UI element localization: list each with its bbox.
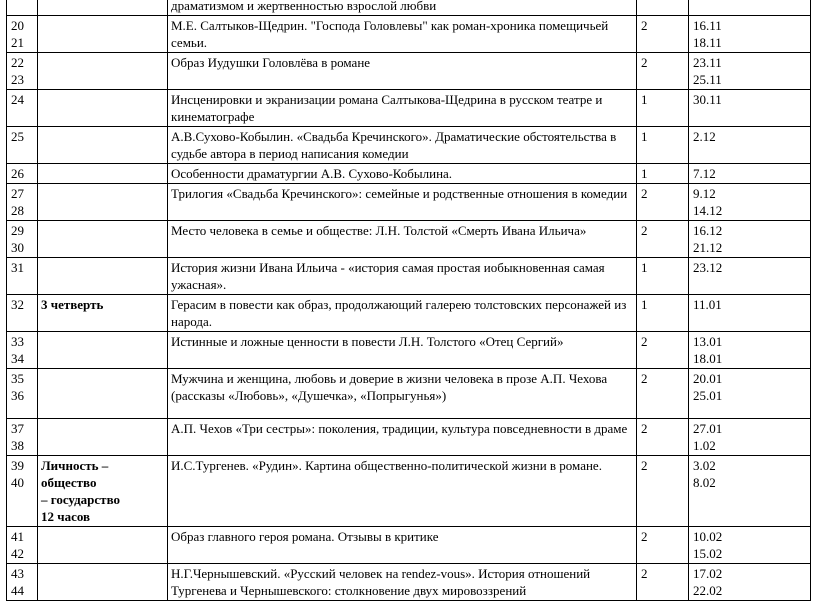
- lesson-date: 21.12: [693, 240, 723, 255]
- lesson-number-cell: [7, 164, 38, 184]
- section-cell: [38, 221, 168, 258]
- lesson-topic: Образ главного героя романа. Отзывы в критике: [168, 527, 637, 564]
- lesson-dates-cell: [689, 221, 811, 258]
- lesson-dates-cell: [689, 295, 811, 332]
- lesson-dates-cell: [689, 90, 811, 127]
- lesson-topic: Герасим в повести как образ, продолжающий галерею толстовских персонажей из народа.: [168, 295, 637, 332]
- lesson-hours: [637, 0, 689, 16]
- lesson-date: 9.12: [693, 186, 716, 201]
- section-cell: [38, 527, 168, 564]
- lesson-dates-cell: [689, 0, 811, 16]
- lesson-number: 30: [11, 240, 24, 255]
- lesson-number: 44: [11, 583, 24, 598]
- lesson-topic: Особенности драматургии А.В. Сухово-Кобылина.: [168, 164, 637, 184]
- lesson-number: 29: [11, 223, 24, 238]
- lesson-number: 39: [11, 458, 24, 473]
- lesson-dates-cell: [689, 53, 811, 90]
- lesson-number-cell: [7, 90, 38, 127]
- section-cell: [38, 16, 168, 53]
- lesson-dates-cell: [689, 456, 811, 527]
- lesson-number-cell: [7, 419, 38, 456]
- table-row: [7, 164, 811, 184]
- table-row: [7, 369, 811, 419]
- lesson-number-cell: [7, 53, 38, 90]
- lesson-date: 3.02: [693, 458, 716, 473]
- section-cell: [38, 90, 168, 127]
- lesson-hours: 1: [637, 258, 689, 295]
- lesson-date: 16.12: [693, 223, 723, 238]
- table-row: [7, 90, 811, 127]
- lesson-number: 35: [11, 371, 24, 386]
- lesson-dates-cell: [689, 16, 811, 53]
- section-cell: [38, 184, 168, 221]
- lesson-hours: 1: [637, 90, 689, 127]
- lesson-number: 22: [11, 55, 24, 70]
- table-row: [7, 332, 811, 369]
- table-row: [7, 527, 811, 564]
- lesson-number: 27: [11, 186, 24, 201]
- lesson-hours: 2: [637, 369, 689, 419]
- table-row: [7, 221, 811, 258]
- lesson-date: 23.11: [693, 55, 722, 70]
- lesson-number: 20: [11, 18, 24, 33]
- lesson-number: 32: [11, 297, 24, 312]
- lesson-date: 27.01: [693, 421, 723, 436]
- lesson-date: 7.12: [693, 166, 716, 181]
- lesson-number-cell: [7, 184, 38, 221]
- section-cell: [38, 53, 168, 90]
- lesson-number-cell: [7, 332, 38, 369]
- table-body: [7, 0, 811, 601]
- lesson-topic: История жизни Ивана Ильича - «история самая простая иобыкновенная самая ужасная».: [168, 258, 637, 295]
- lesson-hours: 2: [637, 184, 689, 221]
- lesson-number-cell: [7, 456, 38, 527]
- table-row: [7, 127, 811, 164]
- section-cell: [38, 332, 168, 369]
- lesson-dates-cell: [689, 369, 811, 419]
- lesson-date: 18.01: [693, 351, 723, 366]
- section-cell: [38, 564, 168, 601]
- lesson-topic: драматизмом и жертвенностью взрослой любви: [168, 0, 637, 16]
- lesson-dates-cell: [689, 127, 811, 164]
- lesson-topic: М.Е. Салтыков-Щедрин. "Господа Головлевы" как роман-хроника помещичьей семьи.: [168, 16, 637, 53]
- table-row: [7, 564, 811, 601]
- lesson-hours: 2: [637, 564, 689, 601]
- section-cell: [38, 0, 168, 16]
- lesson-date: 20.01: [693, 371, 723, 386]
- table-row: [7, 456, 811, 527]
- lesson-date: 14.12: [693, 203, 723, 218]
- section-cell: [38, 456, 168, 527]
- lesson-topic: Образ Иудушки Головлёва в романе: [168, 53, 637, 90]
- lesson-number: 42: [11, 546, 24, 561]
- section-cell: [38, 164, 168, 184]
- lesson-topic: Место человека в семье и обществе: Л.Н. Толстой «Смерть Ивана Ильича»: [168, 221, 637, 258]
- table-row: [7, 419, 811, 456]
- lesson-date: 8.02: [693, 475, 716, 490]
- lesson-date: 22.02: [693, 583, 723, 598]
- table-row: [7, 16, 811, 53]
- lesson-hours: 2: [637, 456, 689, 527]
- lesson-number: 37: [11, 421, 24, 436]
- lesson-number: 34: [11, 351, 24, 366]
- lesson-hours: 1: [637, 295, 689, 332]
- lesson-number: 36: [11, 388, 24, 403]
- lesson-topic: А.В.Сухово-Кобылин. «Свадьба Кречинского». Драматические обстоятельства в судьбе автора в период написания комедии: [168, 127, 637, 164]
- section-label: – государство: [41, 492, 121, 507]
- lesson-date: 10.02: [693, 529, 723, 544]
- lesson-hours: 2: [637, 221, 689, 258]
- lesson-date: 30.11: [693, 92, 722, 107]
- lesson-hours: 2: [637, 527, 689, 564]
- lesson-number: 21: [11, 35, 24, 50]
- lesson-number-cell: [7, 16, 38, 53]
- lesson-number-cell: [7, 127, 38, 164]
- lesson-hours: 1: [637, 127, 689, 164]
- lesson-number: 31: [11, 260, 24, 275]
- section-cell: [38, 258, 168, 295]
- lesson-number: 26: [11, 166, 24, 181]
- lesson-date: 17.02: [693, 566, 723, 581]
- section-label: 12 часов: [41, 509, 91, 524]
- lesson-number: 25: [11, 129, 24, 144]
- lesson-dates-cell: [689, 184, 811, 221]
- lesson-dates-cell: [689, 419, 811, 456]
- lesson-number-cell: [7, 295, 38, 332]
- lesson-dates-cell: [689, 258, 811, 295]
- lesson-number: 23: [11, 72, 24, 87]
- lesson-number: 24: [11, 92, 24, 107]
- lesson-number-cell: [7, 0, 38, 16]
- lesson-topic: И.С.Тургенев. «Рудин». Картина общественно-политической жизни в романе.: [168, 456, 637, 527]
- section-cell: [38, 295, 168, 332]
- table-row: [7, 53, 811, 90]
- lesson-date: 18.11: [693, 35, 722, 50]
- lesson-number: 41: [11, 529, 24, 544]
- table-row: [7, 258, 811, 295]
- table-row: [7, 184, 811, 221]
- lesson-topic: Трилогия «Свадьба Кречинского»: семейные и родственные отношения в комедии: [168, 184, 637, 221]
- lesson-topic: Мужчина и женщина, любовь и доверие в жизни человека в прозе А.П. Чехова (рассказы «Любовь», «Душечка», «Попрыгунья»): [168, 369, 637, 419]
- lesson-hours: 2: [637, 16, 689, 53]
- lesson-topic: Инсценировки и экранизации романа Салтыкова-Щедрина в русском театре и кинематографе: [168, 90, 637, 127]
- lesson-hours: 2: [637, 419, 689, 456]
- lesson-topic: Н.Г.Чернышевский. «Русский человек на rendez-vous». История отношений Тургенева и Чернышевского: столкновение двух мировоззрений: [168, 564, 637, 601]
- lesson-number: 43: [11, 566, 24, 581]
- lesson-dates-cell: [689, 564, 811, 601]
- section-cell: [38, 369, 168, 419]
- lesson-number-cell: [7, 369, 38, 419]
- lesson-topic: А.П. Чехов «Три сестры»: поколения, традиции, культура повседневности в драме: [168, 419, 637, 456]
- lesson-dates-cell: [689, 527, 811, 564]
- lesson-number-cell: [7, 258, 38, 295]
- lesson-plan-table: [6, 0, 811, 601]
- lesson-number: 40: [11, 475, 24, 490]
- lesson-hours: 2: [637, 53, 689, 90]
- lesson-date: 25.01: [693, 388, 723, 403]
- lesson-date: 2.12: [693, 129, 716, 144]
- lesson-number-cell: [7, 221, 38, 258]
- lesson-date: 11.01: [693, 297, 722, 312]
- table-row: [7, 295, 811, 332]
- lesson-dates-cell: [689, 164, 811, 184]
- lesson-number: 38: [11, 438, 24, 453]
- lesson-date: 13.01: [693, 334, 723, 349]
- lesson-date: 25.11: [693, 72, 722, 87]
- section-label: 3 четверть: [41, 297, 104, 312]
- table-row: [7, 0, 811, 16]
- lesson-dates-cell: [689, 332, 811, 369]
- lesson-number-cell: [7, 564, 38, 601]
- section-cell: [38, 419, 168, 456]
- lesson-number-cell: [7, 527, 38, 564]
- lesson-date: 15.02: [693, 546, 723, 561]
- lesson-hours: 1: [637, 164, 689, 184]
- lesson-date: 16.11: [693, 18, 722, 33]
- section-cell: [38, 127, 168, 164]
- lesson-date: 23.12: [693, 260, 723, 275]
- lesson-number: 33: [11, 334, 24, 349]
- section-label: Личность – общество: [41, 458, 109, 490]
- lesson-date: 1.02: [693, 438, 716, 453]
- lesson-hours: 2: [637, 332, 689, 369]
- lesson-number: 28: [11, 203, 24, 218]
- lesson-topic: Истинные и ложные ценности в повести Л.Н. Толстого «Отец Сергий»: [168, 332, 637, 369]
